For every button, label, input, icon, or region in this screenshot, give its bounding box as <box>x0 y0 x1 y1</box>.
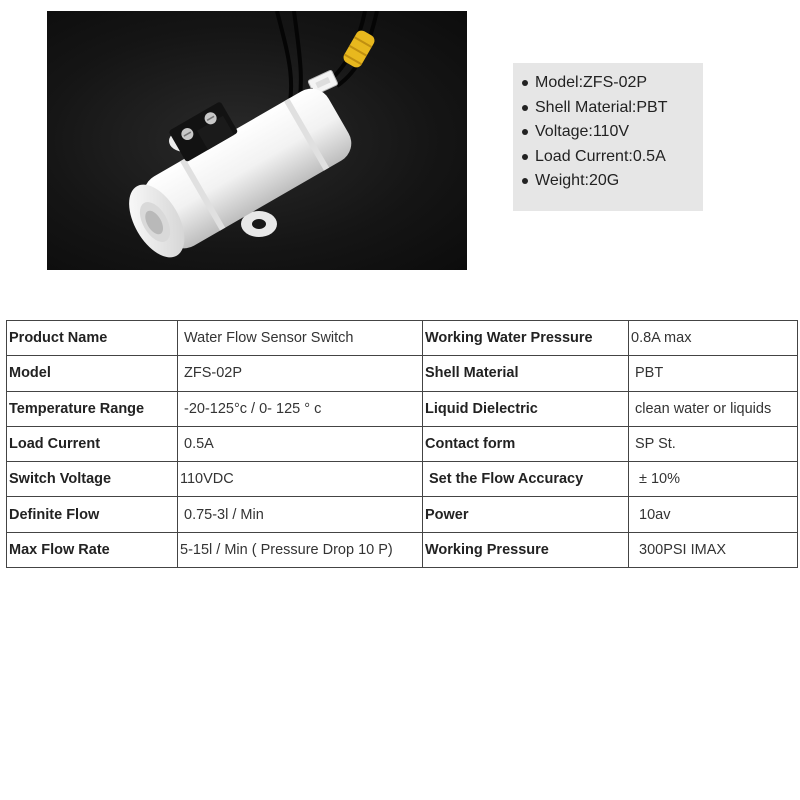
spec-list-item: Model:ZFS-02P <box>519 71 703 96</box>
spec-list-item: Load Current:0.5A <box>519 145 703 170</box>
row-value: PBT <box>629 356 798 391</box>
row-label: Set the Flow Accuracy <box>423 462 629 497</box>
spec-list-item: Voltage:110V <box>519 120 703 145</box>
row-value: 300PSI IMAX <box>629 532 798 567</box>
row-label: Liquid Dielectric <box>423 391 629 426</box>
row-label: Load Current <box>7 426 178 461</box>
spec-list <box>519 71 703 194</box>
row-label: Model <box>7 356 178 391</box>
row-label: Temperature Range <box>7 391 178 426</box>
row-value: 5-15l / Min ( Pressure Drop 10 P) <box>178 532 423 567</box>
row-value: 0.5A <box>178 426 423 461</box>
spec-list-item: Weight:20G <box>519 169 703 194</box>
row-label: Working Water Pressure <box>423 321 629 356</box>
row-label: Switch Voltage <box>7 462 178 497</box>
table-row <box>7 497 798 532</box>
row-label: Product Name <box>7 321 178 356</box>
row-value: 110VDC <box>178 462 423 497</box>
row-value: ZFS-02P <box>178 356 423 391</box>
row-label: Shell Material <box>423 356 629 391</box>
row-value: 0.75-3l / Min <box>178 497 423 532</box>
table-row <box>7 356 798 391</box>
bullet-icon <box>522 129 528 135</box>
row-value: SP St. <box>629 426 798 461</box>
row-label: Contact form <box>423 426 629 461</box>
product-photo <box>47 11 467 270</box>
table-row <box>7 532 798 567</box>
bullet-icon <box>522 80 528 86</box>
row-label: Power <box>423 497 629 532</box>
bullet-icon <box>522 154 528 160</box>
row-label: Working Pressure <box>423 532 629 567</box>
row-value: 10av <box>629 497 798 532</box>
table-row <box>7 391 798 426</box>
flow-sensor-illustration <box>47 11 467 270</box>
spec-summary-box <box>513 63 703 211</box>
row-label: Definite Flow <box>7 497 178 532</box>
spec-table <box>6 320 798 568</box>
table-row <box>7 426 798 461</box>
bullet-icon <box>522 178 528 184</box>
bullet-icon <box>522 105 528 111</box>
row-value: Water Flow Sensor Switch <box>178 321 423 356</box>
row-value: -20-125°c / 0- 125 ° c <box>178 391 423 426</box>
row-label: Max Flow Rate <box>7 532 178 567</box>
row-value: clean water or liquids <box>629 391 798 426</box>
table-row <box>7 462 798 497</box>
table-row <box>7 321 798 356</box>
row-value: ± 10% <box>629 462 798 497</box>
row-value: 0.8A max <box>629 321 798 356</box>
spec-list-item: Shell Material:PBT <box>519 96 703 121</box>
